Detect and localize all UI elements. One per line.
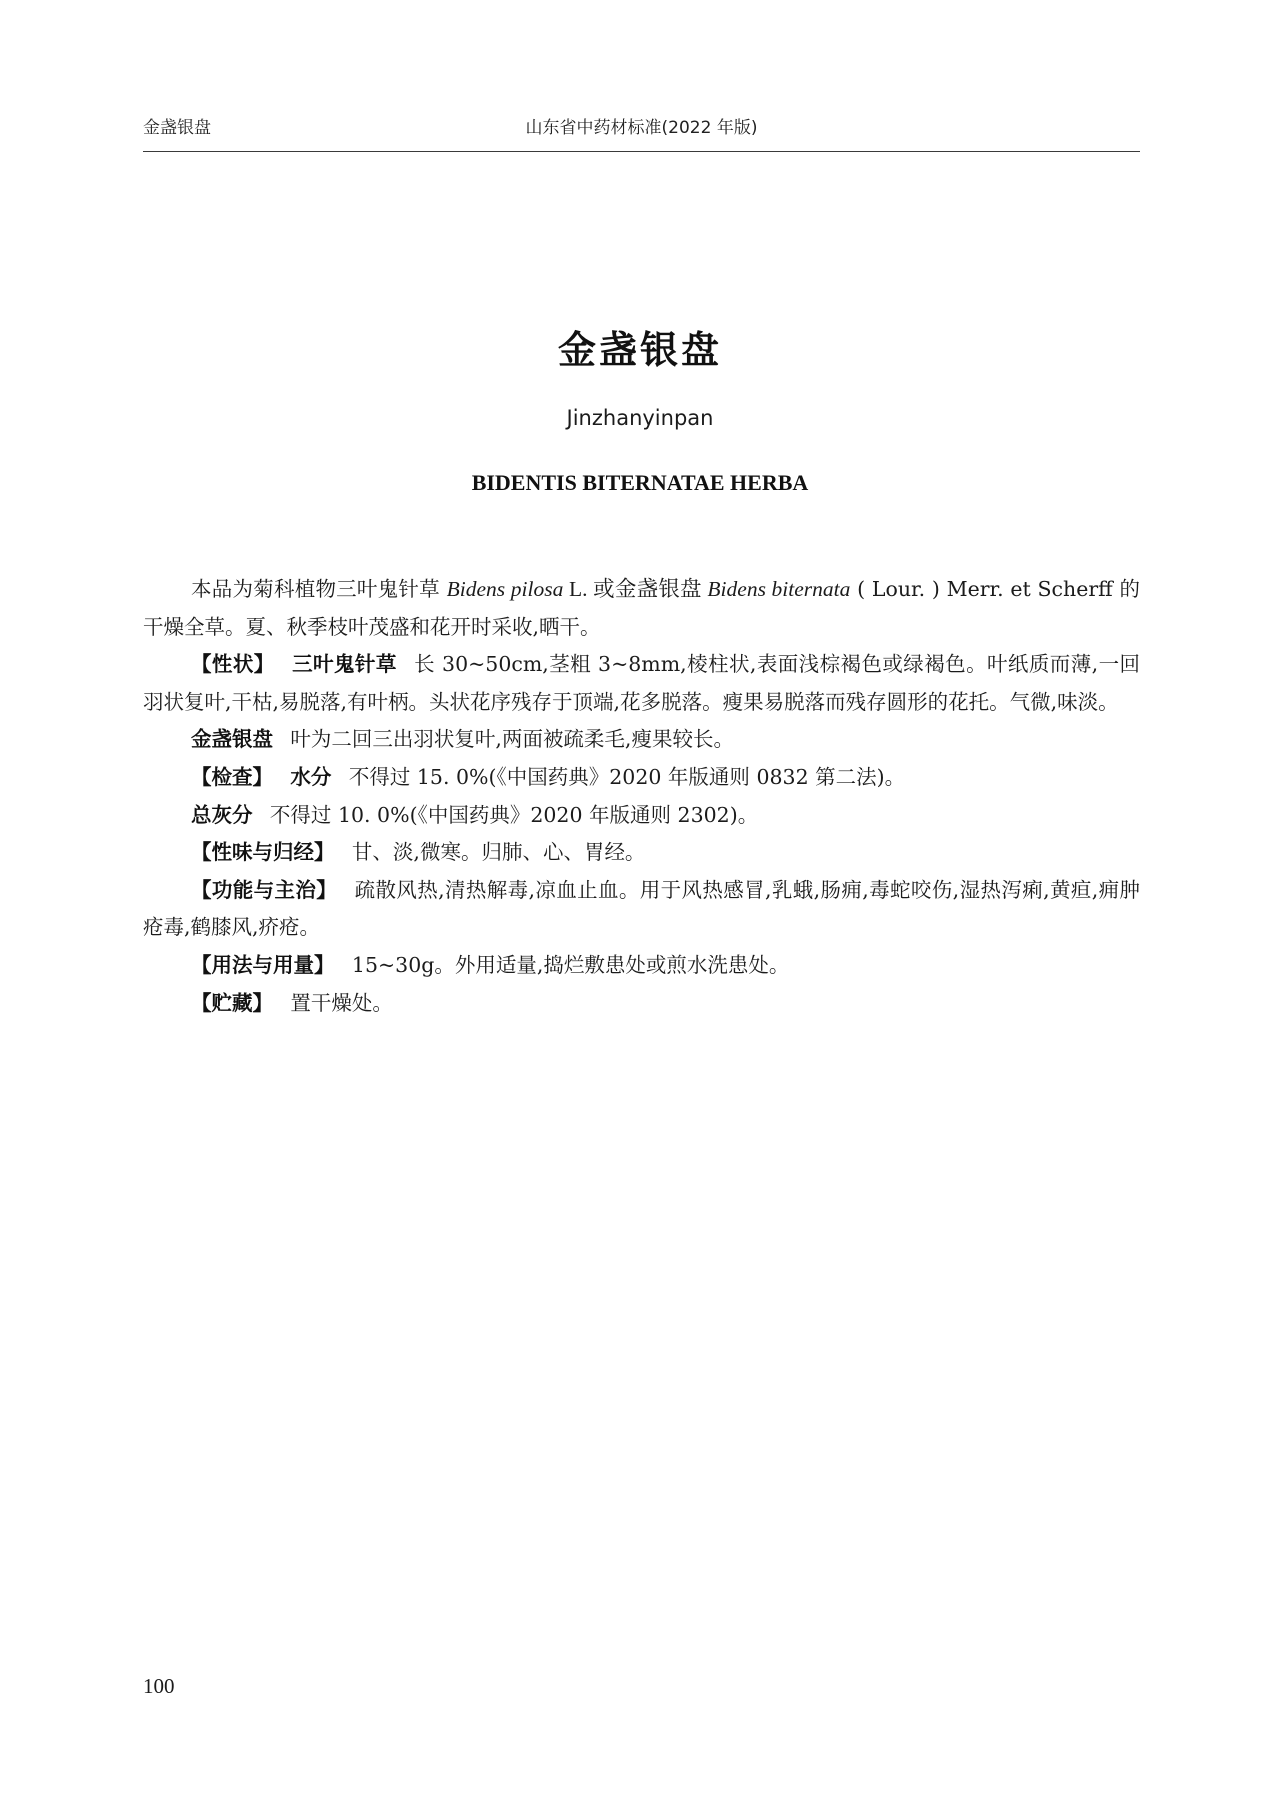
page-number: 100 (143, 1674, 175, 1698)
paragraph-characteristics-second-species (143, 721, 1140, 759)
monograph-title: 金盏银盘 (557, 328, 722, 372)
body-text: 不得过 10. 0%(《中国药典》2020 年版通则 2302)。 (269, 802, 759, 827)
subsection-label: 水分 (290, 764, 332, 789)
section-label: 【用法与用量】 (191, 952, 335, 977)
paragraph-inspection-total-ash (143, 797, 1140, 835)
body-text: 不得过 15. 0%(《中国药典》2020 年版通则 0832 第二法)。 (348, 764, 906, 789)
paragraph-functions-and-indications (143, 872, 1140, 947)
latin-species-name: Bidens pilosa (446, 577, 564, 601)
body-text: 甘、淡,微寒。归肺、心、胃经。 (351, 840, 646, 865)
section-label: 【功能与主治】 (191, 877, 338, 902)
paragraph-storage (143, 985, 1140, 1023)
running-header-book-title: 山东省中药材标准(2022 年版) (525, 118, 758, 138)
section-label: 【性状】 (191, 652, 275, 677)
body-text: ( Lour. ) Merr. et Scherff 的干燥全草。夏、秋季枝叶茂盛和花开时采收,晒干。 (143, 577, 1140, 639)
body-text: 本品为菊科植物三叶鬼针草 (191, 577, 447, 601)
section-label: 【贮藏】 (191, 990, 273, 1015)
running-header-monograph-name: 金盏银盘 (143, 118, 211, 138)
body-text: 15~30g。外用适量,捣烂敷患处或煎水洗患处。 (351, 952, 790, 977)
monograph-latin-name: BIDENTIS BITERNATAE HERBA (471, 470, 809, 495)
paragraph-nature-and-meridian (143, 834, 1140, 872)
subsection-label: 三叶鬼针草 (292, 652, 397, 677)
subsection-label: 总灰分 (191, 802, 253, 827)
paragraph-characteristics (143, 646, 1140, 721)
header-rule (143, 151, 1140, 152)
body-text: 疏散风热,清热解毒,凉血止血。用于风热感冒,乳蛾,肠痈,毒蛇咬伤,湿热泻痢,黄疸,痈肿疮毒,鹤膝风,疥疮。 (143, 877, 1140, 940)
body-text: 置干燥处。 (290, 990, 393, 1015)
body-text: 叶为二回三出羽状复叶,两面被疏柔毛,瘦果较长。 (290, 727, 734, 752)
section-label: 【性味与归经】 (191, 840, 335, 865)
latin-species-name: Bidens biternata (707, 577, 851, 601)
body-text: 长 30~50cm,茎粗 3~8mm,棱柱状,表面浅棕褐色或绿褐色。叶纸质而薄,一回羽状复叶,干枯,易脱落,有叶柄。头状花序残存于顶端,花多脱落。瘦果易脱落而残存圆形的花托。气微,味淡。 (143, 652, 1140, 714)
monograph-body (143, 571, 1140, 1022)
running-header (143, 114, 1140, 142)
subsection-label: 金盏银盘 (191, 727, 273, 752)
paragraph-inspection-water (143, 759, 1140, 797)
paragraph-source-description (143, 571, 1140, 646)
section-label: 【检查】 (191, 764, 273, 789)
body-text: L. 或金盏银盘 (563, 577, 708, 601)
monograph-pinyin-name: Jinzhanyinpan (566, 406, 714, 430)
paragraph-usage-and-dosage (143, 947, 1140, 985)
